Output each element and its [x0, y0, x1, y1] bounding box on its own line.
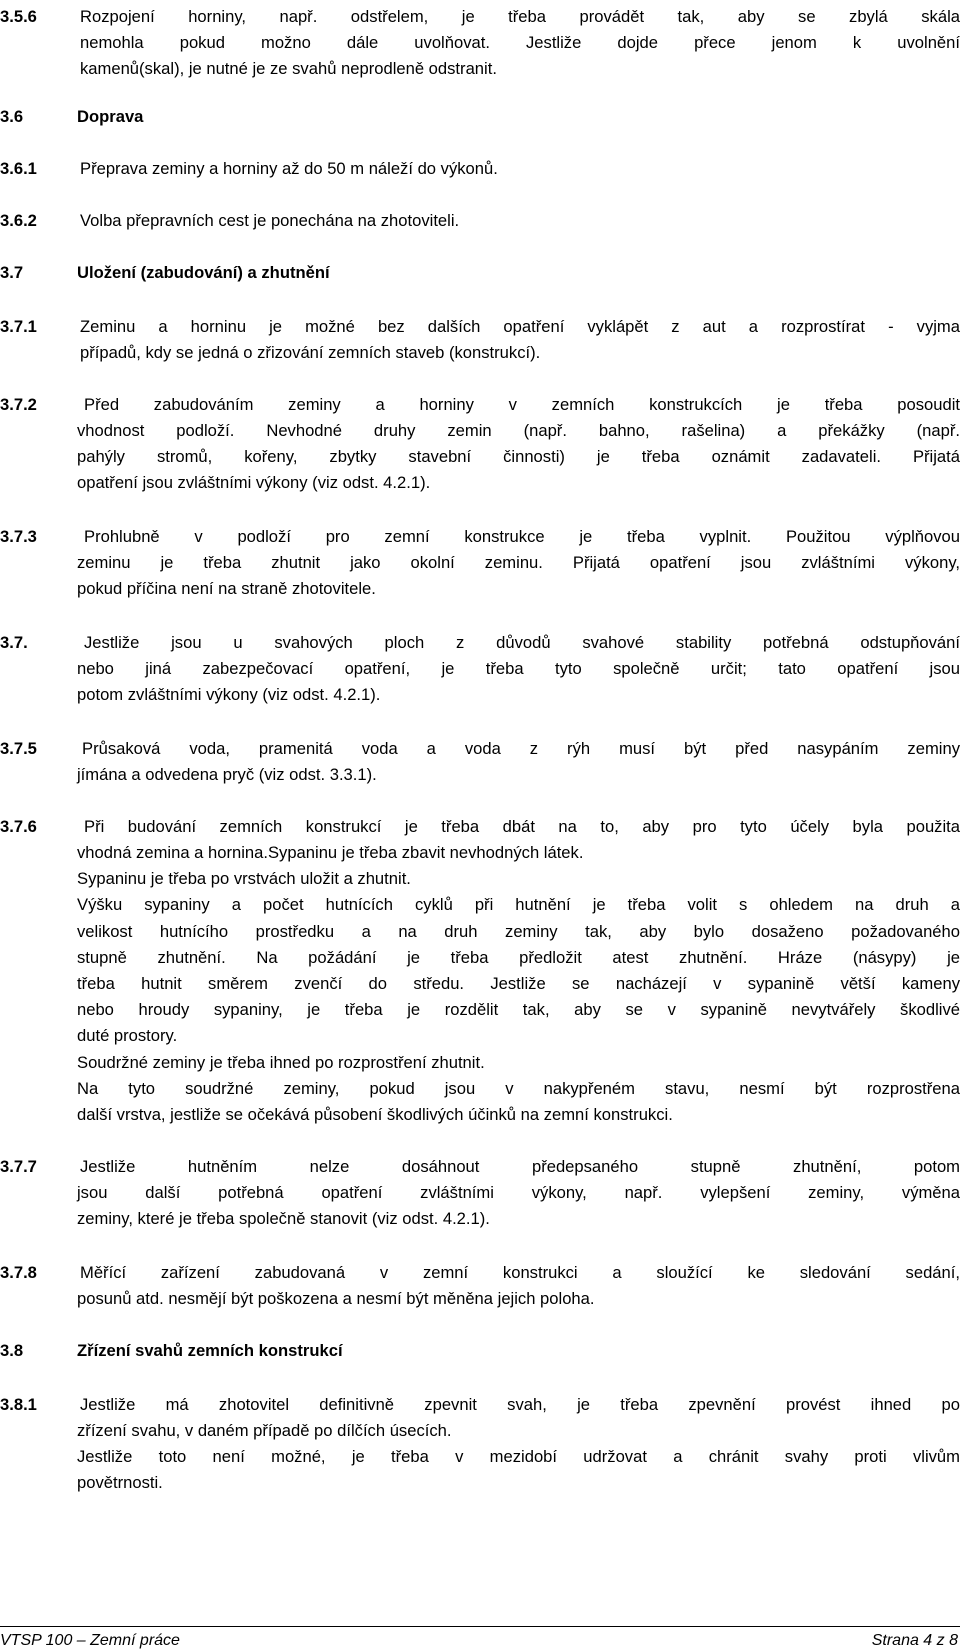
text-line: Rozpojení horniny, např. odstřelem, je třeba provádět tak, aby se zbylá skála	[80, 7, 960, 26]
text-line: nebo hroudy sypaniny, je třeba je rozdělit tak, aby se v sypanině nevytvářely škodlivé	[77, 1000, 960, 1020]
text-line: Prohlubně v podloží pro zemní konstrukce je třeba vyplnit. Použitou výplňovou	[84, 527, 960, 546]
section-text-continued	[77, 1418, 960, 1497]
text-line: pokud příčina není na straně zhotovitele.	[77, 579, 376, 599]
text-line: třeba hutnit směrem zvenčí do středu. Jestliže se nacházejí v sypanině větší kameny	[77, 974, 960, 994]
section-text-continued	[77, 762, 960, 788]
text-line: posunů atd. nesmějí být poškozena a nesmí být měněna jejich poloha.	[77, 1289, 595, 1308]
section-number: 3.7.2	[0, 395, 37, 414]
section-text	[80, 156, 960, 182]
text-line: Sypaninu je třeba po vrstvách uložit a zhutnit.	[77, 869, 411, 889]
text-line: nebo jiná zabezpečovací opatření, je třeba tyto společně určit; tato opatření jsou	[77, 659, 960, 678]
section-number: 3.7.8	[0, 1263, 37, 1282]
text-line: Zeminu a horninu je možné bez dalších opatření vyklápět z aut a rozprostírat - vyjma	[80, 317, 960, 336]
section-number: 3.6.1	[0, 159, 37, 178]
section-text	[80, 1154, 960, 1180]
section-text-continued	[77, 840, 960, 1128]
text-line: zeminu je třeba zhutnit jako okolní zeminu. Přijatá opatření jsou zvláštními výkony,	[77, 553, 960, 572]
text-line: jsou další potřebná opatření zvláštními výkony, např. vylepšení zeminy, výměna	[77, 1183, 960, 1202]
text-line: Výšku sypaniny a počet hutnících cyklů při hutnění je třeba volit s ohledem na druh a	[77, 895, 960, 915]
section-number: 3.5.6	[0, 7, 37, 26]
section-number: 3.7.3	[0, 527, 37, 546]
text-line: duté prostory.	[77, 1026, 178, 1046]
text-line: Soudržné zeminy je třeba ihned po rozprostření zhutnit.	[77, 1052, 485, 1072]
text-line: povětrnosti.	[77, 1473, 163, 1493]
section-heading: Uložení (zabudování) a zhutnění	[77, 263, 330, 282]
section-number: 3.6	[0, 107, 24, 126]
section-text	[80, 314, 960, 366]
section-text-continued	[77, 1286, 960, 1312]
section-heading: Doprava	[77, 107, 144, 126]
section-number: 3.6.2	[0, 211, 37, 230]
section-number: 3.8	[0, 1341, 24, 1360]
text-line: Jestliže jsou u svahových ploch z důvodů svahové stability potřebná odstupňování	[84, 633, 960, 652]
section-number: 3.7.6	[0, 817, 37, 836]
text-line: Na tyto soudržné zeminy, pokud jsou v nakypřeném stavu, nesmí být rozprostřena	[77, 1078, 960, 1098]
text-line: Volba přepravních cest je ponechána na zhotoviteli.	[80, 211, 460, 230]
text-line: Měřící zařízení zabudovaná v zemní konstrukci a sloužící ke sledování sedání,	[80, 1263, 960, 1282]
section-text	[84, 524, 960, 550]
section-number: 3.7.	[0, 633, 28, 652]
section-number: 3.7	[0, 263, 24, 282]
text-line: Jestliže hutněním nelze dosáhnout předepsaného stupně zhutnění, potom	[80, 1157, 960, 1176]
section-heading: Zřízení svahů zemních konstrukcí	[77, 1341, 343, 1360]
section-text-continued	[77, 656, 960, 708]
text-line: Před zabudováním zeminy a horniny v zemních konstrukcích je třeba posoudit	[84, 395, 960, 414]
section-number: 3.7.1	[0, 317, 37, 336]
section-text	[80, 1260, 960, 1286]
text-line: kamenů(skal), je nutné je ze svahů neprodleně odstranit.	[80, 59, 497, 79]
text-line: Přeprava zeminy a horniny až do 50 m náleží do výkonů.	[80, 159, 498, 178]
section-number: 3.7.5	[0, 739, 37, 758]
text-line: zřízení svahu, v daném případě po dílčích úsecích.	[77, 1421, 452, 1440]
text-line: jímána a odvedena pryč (viz odst. 3.3.1).	[77, 765, 377, 784]
text-line: vhodnost podloží. Nevhodné druhy zemin (např. bahno, rašelina) a překážky (např.	[77, 421, 960, 440]
section-text	[84, 814, 960, 840]
section-text	[80, 4, 960, 83]
section-text	[84, 630, 960, 656]
text-line: Jestliže toto není možné, je třeba v mezidobí udržovat a chránit svahy proti vlivům	[77, 1447, 960, 1467]
section-text	[82, 736, 960, 762]
section-text-continued	[77, 550, 960, 602]
text-line: nemohla pokud možno dále uvolňovat. Jestliže dojde přece jenom k uvolnění	[80, 33, 960, 53]
text-line: případů, kdy se jedná o zřizování zemních staveb (konstrukcí).	[80, 343, 541, 363]
section-text	[80, 208, 960, 234]
section-text	[84, 392, 960, 418]
text-line: Průsaková voda, pramenitá voda a voda z rýh musí být před nasypáním zeminy	[82, 739, 960, 758]
section-text-continued	[77, 1180, 960, 1232]
text-line: zeminy, které je třeba společně stanovit (viz odst. 4.2.1).	[77, 1209, 490, 1229]
footer-document-title: VTSP 100 – Zemní práce	[0, 1632, 180, 1649]
footer-page-number: Strana 4 z 8	[871, 1632, 958, 1649]
section-text	[80, 1392, 960, 1418]
text-line: Jestliže má zhotovitel definitivně zpevnit svah, je třeba zpevnění provést ihned po	[80, 1395, 960, 1414]
text-line: vhodná zemina a hornina.Sypaninu je třeba zbavit nevhodných látek.	[77, 843, 584, 862]
text-line: potom zvláštními výkony (viz odst. 4.2.1).	[77, 685, 381, 705]
section-text-continued	[77, 418, 960, 497]
text-line: stupně zhutnění. Na požádání je třeba předložit atest zhutnění. Hráze (násypy) je	[77, 947, 960, 967]
text-line: Při budování zemních konstrukcí je třeba dbát na to, aby pro tyto účely byla použita	[84, 817, 960, 836]
footer-divider	[0, 1626, 960, 1627]
text-line: pahýly stromů, kořeny, zbytky stavební činnosti) je třeba oznámit zadavateli. Přijatá	[77, 447, 960, 467]
section-number: 3.7.7	[0, 1157, 37, 1176]
text-line: opatření jsou zvláštními výkony (viz odst. 4.2.1).	[77, 473, 431, 493]
text-line: velikost hutnícího prostředku a na druh zeminy tak, aby bylo dosaženo požadovaného	[77, 921, 960, 941]
text-line: další vrstva, jestliže se očekává působení škodlivých účinků na zemní konstrukci.	[77, 1105, 673, 1125]
section-number: 3.8.1	[0, 1395, 37, 1414]
